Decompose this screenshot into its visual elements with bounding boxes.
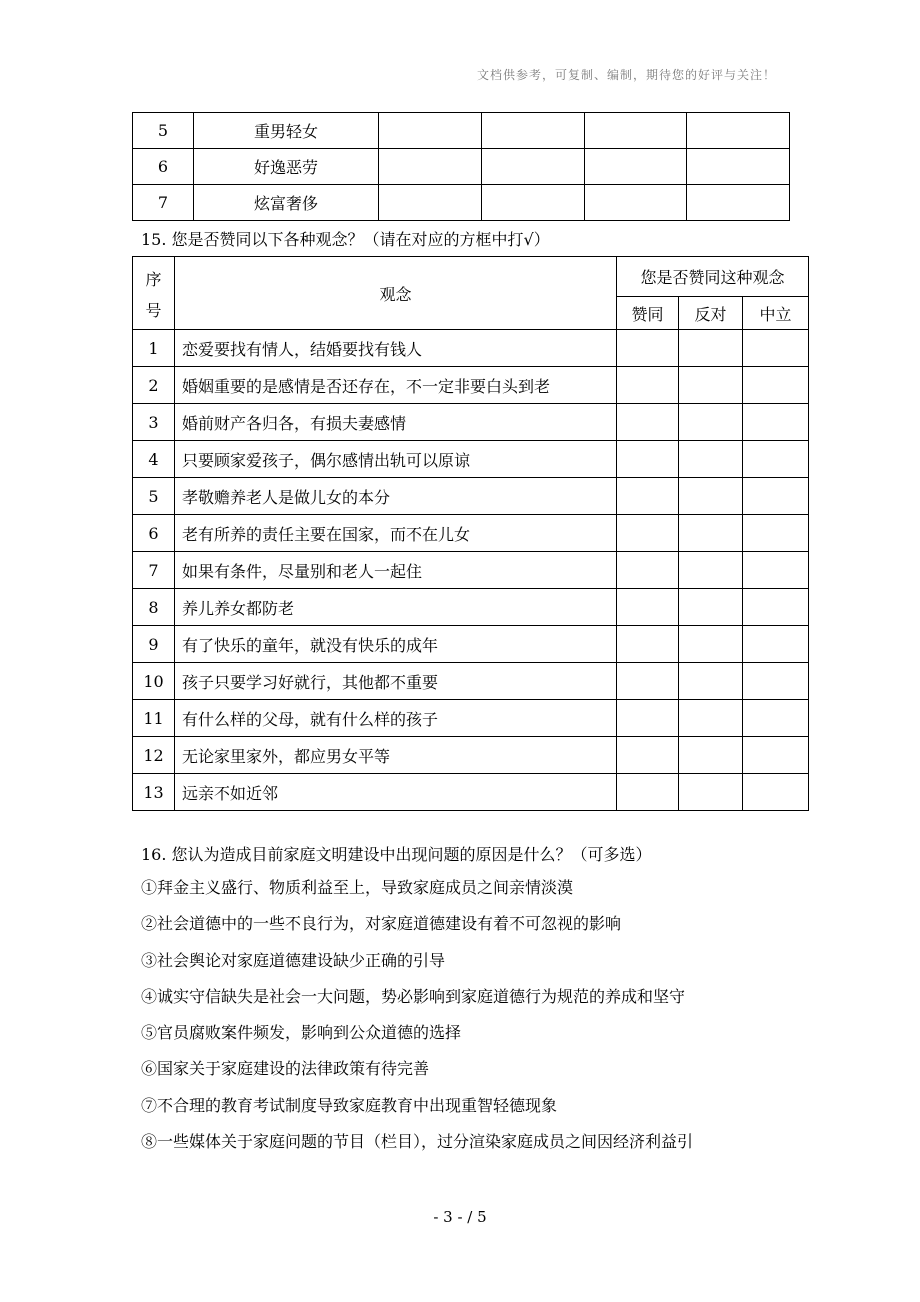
option-item[interactable]: ⑤官员腐败案件频发，影响到公众道德的选择	[141, 1023, 462, 1043]
checkbox-oppose[interactable]	[679, 737, 743, 774]
header-num-cell	[133, 257, 175, 330]
checkbox-neutral[interactable]	[743, 441, 809, 478]
trait-label: 重男轻女	[194, 113, 379, 149]
opinion-num: 12	[133, 737, 175, 774]
checkbox-neutral[interactable]	[743, 404, 809, 441]
checkbox-neutral[interactable]	[743, 700, 809, 737]
checkbox-agree[interactable]	[617, 404, 679, 441]
opinion-num: 5	[133, 478, 175, 515]
opinion-row	[133, 404, 809, 441]
answer-cell[interactable]	[584, 149, 687, 185]
header-view-cell: 观念	[175, 257, 617, 330]
header-agree-group: 您是否赞同这种观念	[617, 257, 809, 297]
answer-cell[interactable]	[584, 113, 687, 149]
trait-num: 5	[133, 113, 194, 149]
checkbox-agree[interactable]	[617, 478, 679, 515]
opinion-row	[133, 552, 809, 589]
opinion-num: 4	[133, 441, 175, 478]
opinion-row	[133, 515, 809, 552]
checkbox-agree[interactable]	[617, 552, 679, 589]
trait-row	[133, 113, 790, 149]
checkbox-agree[interactable]	[617, 589, 679, 626]
checkbox-oppose[interactable]	[679, 515, 743, 552]
opinion-num: 2	[133, 367, 175, 404]
option-item[interactable]: ③社会舆论对家庭道德建设缺少正确的引导	[141, 950, 446, 970]
trait-row	[133, 185, 790, 221]
checkbox-neutral[interactable]	[743, 552, 809, 589]
header-num-line2: 号	[145, 301, 162, 320]
header-num-line1: 序	[145, 270, 162, 289]
checkbox-neutral[interactable]	[743, 737, 809, 774]
opinion-text: 如果有条件，尽量别和老人一起住	[175, 552, 617, 589]
trait-row	[133, 149, 790, 185]
answer-cell[interactable]	[481, 113, 584, 149]
checkbox-oppose[interactable]	[679, 589, 743, 626]
opinion-text: 有了快乐的童年，就没有快乐的成年	[175, 626, 617, 663]
opinion-text: 恋爱要找有情人，结婚要找有钱人	[175, 330, 617, 367]
opinion-text: 老有所养的责任主要在国家，而不在儿女	[175, 515, 617, 552]
opinion-num: 7	[133, 552, 175, 589]
opinion-text: 远亲不如近邻	[175, 774, 617, 811]
checkbox-oppose[interactable]	[679, 552, 743, 589]
trait-table	[132, 112, 790, 221]
answer-cell[interactable]	[687, 149, 790, 185]
opinion-row	[133, 589, 809, 626]
header-agree: 赞同	[617, 297, 679, 330]
checkbox-oppose[interactable]	[679, 441, 743, 478]
checkbox-oppose[interactable]	[679, 663, 743, 700]
opinion-row	[133, 700, 809, 737]
opinion-row	[133, 478, 809, 515]
checkbox-oppose[interactable]	[679, 700, 743, 737]
trait-label: 好逸恶劳	[194, 149, 379, 185]
question-16-options	[141, 877, 693, 1167]
option-item[interactable]: ②社会道德中的一些不良行为，对家庭道德建设有着不可忽视的影响	[141, 914, 622, 934]
checkbox-agree[interactable]	[617, 663, 679, 700]
page-number: - 3 - / 5	[433, 1208, 487, 1226]
answer-cell[interactable]	[481, 185, 584, 221]
opinion-row	[133, 626, 809, 663]
opinion-num: 8	[133, 589, 175, 626]
trait-label: 炫富奢侈	[194, 185, 379, 221]
checkbox-neutral[interactable]	[743, 589, 809, 626]
question-16-title: 16. 您认为造成目前家庭文明建设中出现问题的原因是什么？（可多选）	[141, 845, 652, 864]
answer-cell[interactable]	[687, 113, 790, 149]
answer-cell[interactable]	[379, 149, 482, 185]
option-item[interactable]: ④诚实守信缺失是社会一大问题，势必影响到家庭道德行为规范的养成和坚守	[141, 986, 686, 1006]
checkbox-agree[interactable]	[617, 441, 679, 478]
checkbox-neutral[interactable]	[743, 774, 809, 811]
checkbox-agree[interactable]	[617, 367, 679, 404]
checkbox-neutral[interactable]	[743, 330, 809, 367]
opinion-text: 孝敬赡养老人是做儿女的本分	[175, 478, 617, 515]
checkbox-oppose[interactable]	[679, 404, 743, 441]
checkbox-agree[interactable]	[617, 626, 679, 663]
trait-num: 6	[133, 149, 194, 185]
question-15-title: 15. 您是否赞同以下各种观念？（请在对应的方框中打√）	[141, 230, 550, 249]
answer-cell[interactable]	[379, 185, 482, 221]
opinion-row	[133, 441, 809, 478]
checkbox-agree[interactable]	[617, 700, 679, 737]
answer-cell[interactable]	[481, 149, 584, 185]
answer-cell[interactable]	[379, 113, 482, 149]
checkbox-neutral[interactable]	[743, 663, 809, 700]
header-neutral: 中立	[743, 297, 809, 330]
header-note: 文档供参考，可复制、编制，期待您的好评与关注！	[476, 68, 776, 82]
checkbox-neutral[interactable]	[743, 515, 809, 552]
opinion-row	[133, 663, 809, 700]
option-item[interactable]: ⑥国家关于家庭建设的法律政策有待完善	[141, 1059, 430, 1079]
checkbox-oppose[interactable]	[679, 774, 743, 811]
header-oppose: 反对	[679, 297, 743, 330]
opinion-text: 只要顾家爱孩子，偶尔感情出轨可以原谅	[175, 441, 617, 478]
opinion-num: 13	[133, 774, 175, 811]
opinion-num: 9	[133, 626, 175, 663]
checkbox-oppose[interactable]	[679, 626, 743, 663]
checkbox-oppose[interactable]	[679, 367, 743, 404]
option-item[interactable]: ①拜金主义盛行、物质利益至上，导致家庭成员之间亲情淡漠	[141, 878, 574, 897]
checkbox-agree[interactable]	[617, 737, 679, 774]
opinion-row	[133, 330, 809, 367]
checkbox-agree[interactable]	[617, 515, 679, 552]
option-item[interactable]: ⑦不合理的教育考试制度导致家庭教育中出现重智轻德现象	[141, 1095, 558, 1115]
opinion-text: 婚姻重要的是感情是否还存在，不一定非要白头到老	[175, 367, 617, 404]
answer-cell[interactable]	[584, 185, 687, 221]
opinion-table-header-row	[133, 257, 809, 297]
opinion-num: 10	[133, 663, 175, 700]
checkbox-oppose[interactable]	[679, 330, 743, 367]
opinion-row	[133, 737, 809, 774]
answer-cell[interactable]	[687, 185, 790, 221]
opinion-row	[133, 367, 809, 404]
opinion-text: 孩子只要学习好就行，其他都不重要	[175, 663, 617, 700]
opinion-num: 1	[133, 330, 175, 367]
trait-num: 7	[133, 185, 194, 221]
opinion-num: 3	[133, 404, 175, 441]
opinion-text: 有什么样的父母，就有什么样的孩子	[175, 700, 617, 737]
opinion-table	[132, 256, 809, 811]
checkbox-agree[interactable]	[617, 774, 679, 811]
opinion-text: 婚前财产各归各，有损夫妻感情	[175, 404, 617, 441]
checkbox-neutral[interactable]	[743, 626, 809, 663]
opinion-text: 无论家里家外，都应男女平等	[175, 737, 617, 774]
checkbox-neutral[interactable]	[743, 478, 809, 515]
opinion-row	[133, 774, 809, 811]
checkbox-oppose[interactable]	[679, 478, 743, 515]
opinion-num: 6	[133, 515, 175, 552]
opinion-num: 11	[133, 700, 175, 737]
opinion-text: 养儿养女都防老	[175, 589, 617, 626]
option-item[interactable]: ⑧一些媒体关于家庭问题的节目（栏目），过分渲染家庭成员之间因经济利益引	[141, 1132, 694, 1152]
checkbox-neutral[interactable]	[743, 367, 809, 404]
checkbox-agree[interactable]	[617, 330, 679, 367]
